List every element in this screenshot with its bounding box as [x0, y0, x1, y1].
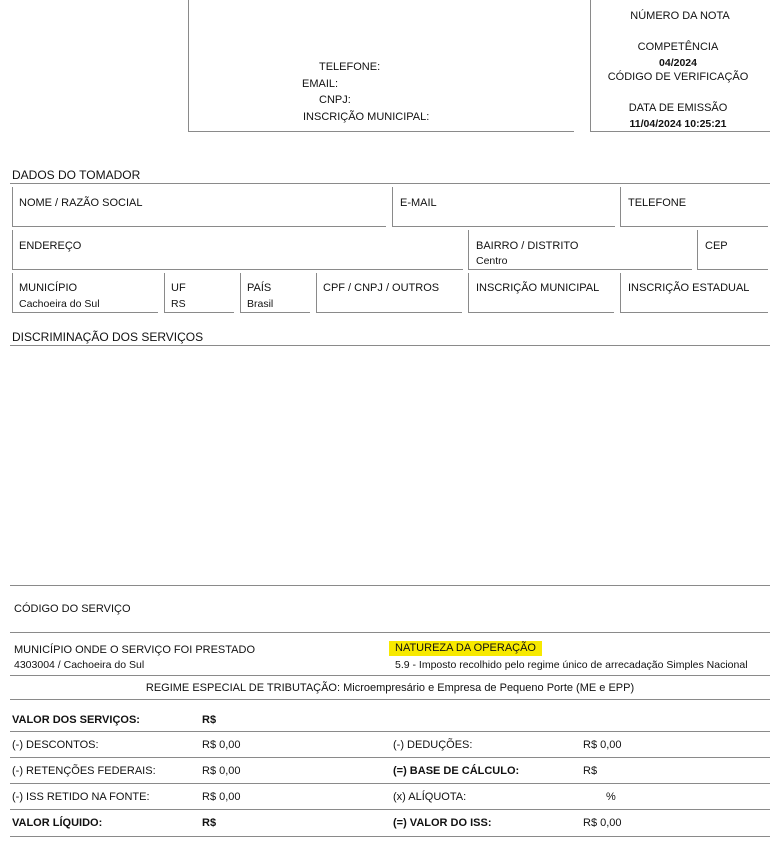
cell-border — [164, 273, 165, 312]
tomador-title-rule — [10, 183, 770, 184]
data-emissao-label: DATA DE EMISSÃO — [628, 102, 728, 114]
natureza-operacao-value: 5.9 - Imposto recolhido pelo regime único de arrecadação Simples Nacional — [395, 659, 748, 671]
servicos-body-bottom-rule — [10, 585, 770, 586]
valor-liquido-value: R$ — [202, 817, 217, 829]
tomador-email-label: E-MAIL — [400, 197, 437, 209]
cell-border — [697, 230, 698, 269]
prestador-email-label: EMAIL: — [302, 78, 339, 90]
natureza-operacao-highlight: NATUREZA DA OPERAÇÃO — [389, 641, 542, 656]
servicos-section-title: DISCRIMINAÇÃO DOS SERVIÇOS — [12, 330, 204, 344]
tomador-telefone-label: TELEFONE — [628, 197, 687, 209]
competencia-label: COMPETÊNCIA — [637, 41, 719, 53]
cell-border — [468, 269, 692, 270]
prestador-inscricao-label: INSCRIÇÃO MUNICIPAL: — [303, 111, 430, 123]
tomador-pais-label: PAÍS — [247, 282, 272, 294]
tomador-nome-label: NOME / RAZÃO SOCIAL — [19, 197, 143, 209]
tomador-municipio-value: Cachoeira do Sul — [19, 298, 100, 310]
municipio-prestado-label: MUNICÍPIO ONDE O SERVIÇO FOI PRESTADO — [14, 644, 256, 656]
cell-border — [392, 226, 615, 227]
competencia-value: 04/2024 — [659, 57, 697, 69]
descontos-label: (-) DESCONTOS: — [12, 739, 99, 751]
regime-especial-text: REGIME ESPECIAL DE TRIBUTAÇÃO: Microempresário e Empresa de Pequeno Porte (ME e EPP) — [145, 682, 635, 694]
tomador-uf-label: UF — [171, 282, 186, 294]
iss-retido-value: R$ 0,00 — [202, 791, 241, 803]
tomador-bairro-value: Centro — [476, 255, 508, 267]
valores-rule — [10, 731, 770, 732]
aliquota-label: (x) ALÍQUOTA: — [393, 791, 467, 803]
numero-nota-label: NÚMERO DA NOTA — [630, 10, 730, 22]
tomador-cpf-label: CPF / CNPJ / OUTROS — [323, 282, 440, 294]
valor-liquido-label: VALOR LÍQUIDO: — [12, 817, 103, 829]
iss-retido-label: (-) ISS RETIDO NA FONTE: — [12, 791, 150, 803]
regime-rule — [10, 699, 770, 700]
servicos-title-rule — [10, 345, 770, 346]
header-divider-left — [188, 0, 189, 131]
base-calculo-value: R$ — [583, 765, 598, 777]
cell-border — [620, 226, 768, 227]
retencoes-value: R$ 0,00 — [202, 765, 241, 777]
cell-border — [12, 269, 463, 270]
cell-border — [316, 273, 317, 312]
valor-iss-value: R$ 0,00 — [583, 817, 622, 829]
valores-rule — [10, 809, 770, 810]
tomador-insc-est-label: INSCRIÇÃO ESTADUAL — [628, 282, 750, 294]
codigo-servico-rule — [10, 632, 770, 633]
cell-border — [12, 226, 386, 227]
valores-rule — [10, 783, 770, 784]
tomador-cep-label: CEP — [705, 240, 728, 252]
cell-border — [697, 269, 768, 270]
tomador-pais-value: Brasil — [247, 298, 274, 310]
header-divider-bottom-left — [188, 131, 574, 132]
descontos-value: R$ 0,00 — [202, 739, 241, 751]
tomador-municipio-label: MUNICÍPIO — [19, 282, 78, 294]
cell-border — [240, 273, 241, 312]
data-emissao-value: 11/04/2024 10:25:21 — [629, 118, 727, 130]
tomador-endereco-label: ENDEREÇO — [19, 240, 82, 252]
cell-border — [12, 312, 158, 313]
cell-border — [12, 187, 13, 226]
cell-border — [12, 230, 13, 269]
tomador-insc-mun-label: INSCRIÇÃO MUNICIPAL — [476, 282, 600, 294]
valor-servicos-label: VALOR DOS SERVIÇOS: — [12, 714, 140, 726]
cell-border — [620, 312, 768, 313]
cell-border — [392, 187, 393, 226]
header-divider-right — [590, 0, 591, 131]
cell-border — [620, 273, 621, 312]
cell-border — [316, 312, 462, 313]
retencoes-label: (-) RETENÇÕES FEDERAIS: — [12, 765, 156, 777]
cell-border — [164, 312, 234, 313]
header-divider-bottom-right — [590, 131, 770, 132]
cell-border — [468, 312, 614, 313]
valor-servicos-value: R$ — [202, 714, 217, 726]
codigo-servico-label: CÓDIGO DO SERVIÇO — [14, 603, 131, 615]
natureza-operacao-label — [389, 642, 542, 654]
valor-iss-label: (=) VALOR DO ISS: — [393, 817, 492, 829]
tomador-uf-value: RS — [171, 298, 186, 310]
prestador-cnpj-label: CNPJ: — [319, 94, 351, 106]
municipio-prestado-value: 4303004 / Cachoeira do Sul — [14, 659, 145, 671]
codigo-verificacao-label: CÓDIGO DE VERIFICAÇÃO — [607, 71, 749, 83]
aliquota-value: % — [606, 791, 616, 803]
deducoes-label: (-) DEDUÇÕES: — [393, 739, 473, 751]
municipio-rule — [10, 675, 770, 676]
base-calculo-label: (=) BASE DE CÁLCULO: — [393, 765, 520, 777]
tomador-bairro-label: BAIRRO / DISTRITO — [476, 240, 579, 252]
cell-border — [468, 273, 469, 312]
cell-border — [620, 187, 621, 226]
valores-rule — [10, 836, 770, 837]
deducoes-value: R$ 0,00 — [583, 739, 622, 751]
cell-border — [240, 312, 310, 313]
prestador-telefone-label: TELEFONE: — [319, 61, 381, 73]
cell-border — [468, 230, 469, 269]
tomador-section-title: DADOS DO TOMADOR — [12, 168, 141, 182]
valores-rule — [10, 757, 770, 758]
cell-border — [12, 273, 13, 312]
